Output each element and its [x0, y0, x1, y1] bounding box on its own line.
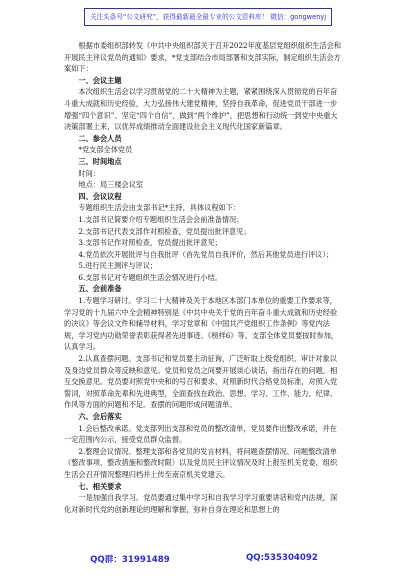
- section-2-body: *党支部全体党员: [78, 145, 133, 155]
- section-4-intro: 专题组织生活会由支部书记*主持，具体议程如下：: [78, 203, 241, 213]
- section-heading-7: 七、相关要求: [78, 481, 122, 491]
- section-heading-1: 一、会议主题: [78, 75, 122, 85]
- watermark-banner: 关注头条号“公文研究”，获得最新最全最专业的公文资料库！ 微信：gongwenyj: [84, 8, 332, 26]
- section-5-para-1: 1.专题学习研讨。学习二十大精神及关于本地区本部门本单位的重要工作要求等，学习党的十九届六中全会精神特别是《中共中央关于党的百年奋斗重大成就和历史经验的决议》等会议文件和辅导材料，学习党章和《中国共产党组织工作条例》等党内法规，学习党内功勋荣誉表彰获得者先进事迹、《榜样6》等。支部全体党员要按时参加，认真学习。: [64, 296, 339, 352]
- agenda-item-1: 1.支部书记简要介绍专题组织生活会会前准备情况；: [78, 214, 244, 224]
- section-heading-6: 六、会后落实: [78, 412, 122, 421]
- qq-group-text: QQ群：31991489: [90, 555, 170, 565]
- section-5-para-2: 2.认真查摆问题。支部书记和党员要主动征询，广泛听取上级党组织、审计对象以及身边党员群众等反映和意见。党员和党员之间要开展谈心谈话，指出存在的问题，相互交换意见。党员要对照党中央和的号召和要求，对照新时代合格党员标准，对照入党誓词，对照革命先辈和先进典型，全面查找在政治、思想、学习、工作、能力、纪律、作风等方面的问题和不足。查摆的问题形成问题清单。: [64, 354, 338, 410]
- section-heading-3: 三、时间地点: [78, 156, 122, 166]
- qq-text: QQ:535304092: [245, 553, 318, 563]
- agenda-item-4: 4.党员依次开展批评与自我批评（首先党员自我评价，然后其他党员进行评议）；: [78, 249, 334, 259]
- intro-paragraph: 根据市委组织部转发《中共中央组织部关于召开2022年度基层党组织组织生活会和开展民主评议党员的通知》要求，*党支部结合市局部署和支部实际，制定组织生活会方案如下：: [64, 41, 342, 74]
- section-6-para-2: 2.整理会议情况。整理支部和各党员的发言材料，将问题查摆情况、问题整改清单（整改事项、整改措施和整改时限）以及党员民主评议情况及时上报至机关党委，组织生活会召开情况整理归档并上传至南京机关党建云。: [64, 446, 338, 479]
- section-7-para-1: 一是加强自我学习。党员要通过集中学习和自我学习学习重要讲话和党内法规，深化对新时代党的创新理论的理解和掌握，弥补自身在理论和思想上的: [64, 493, 338, 514]
- agenda-item-3: 3.支部书记作对照检查，党员提出批评意见；: [78, 238, 222, 248]
- section-1-body: 本次组织生活会以学习贯彻党的二十大精神为主题，紧紧围绕深入贯彻党的百年奋斗重大成就和历史经验，大力弘扬伟大建党精神，坚持自我革命，促进党员干部进一步增强“四个意识”、坚定“四个自信”、做到“两个维护”，把思想和行动统一到党中央重大决策部署上来，以优异成绩推动全面建设社会主义现代化国家新篇章。: [64, 87, 338, 132]
- agenda-item-5: 5.进行民主测评与评议；: [78, 261, 158, 271]
- section-heading-2: 二、参会人员: [78, 133, 122, 143]
- section-heading-4: 四、会议议程: [78, 191, 122, 201]
- footer-contact: [52, 553, 356, 565]
- document-body: [64, 40, 342, 515]
- section-6-para-1: 1.会后整改承诺。党支部列出支部和党员的整改清单，党员要作出整改承诺，并在一定范围内公示，接受党员群众监督。: [64, 423, 337, 445]
- section-heading-5: 五、会前准备: [78, 284, 122, 294]
- agenda-item-6: 6.支部书记对专题组织生活会情况进行小结。: [78, 272, 222, 282]
- section-3-place: 地点：局三楼会议室: [78, 180, 144, 190]
- section-3-time: 时间：: [78, 168, 100, 178]
- agenda-item-2: 2.支部书记代表支部作对照检查，党员提出批评意见；: [78, 226, 251, 236]
